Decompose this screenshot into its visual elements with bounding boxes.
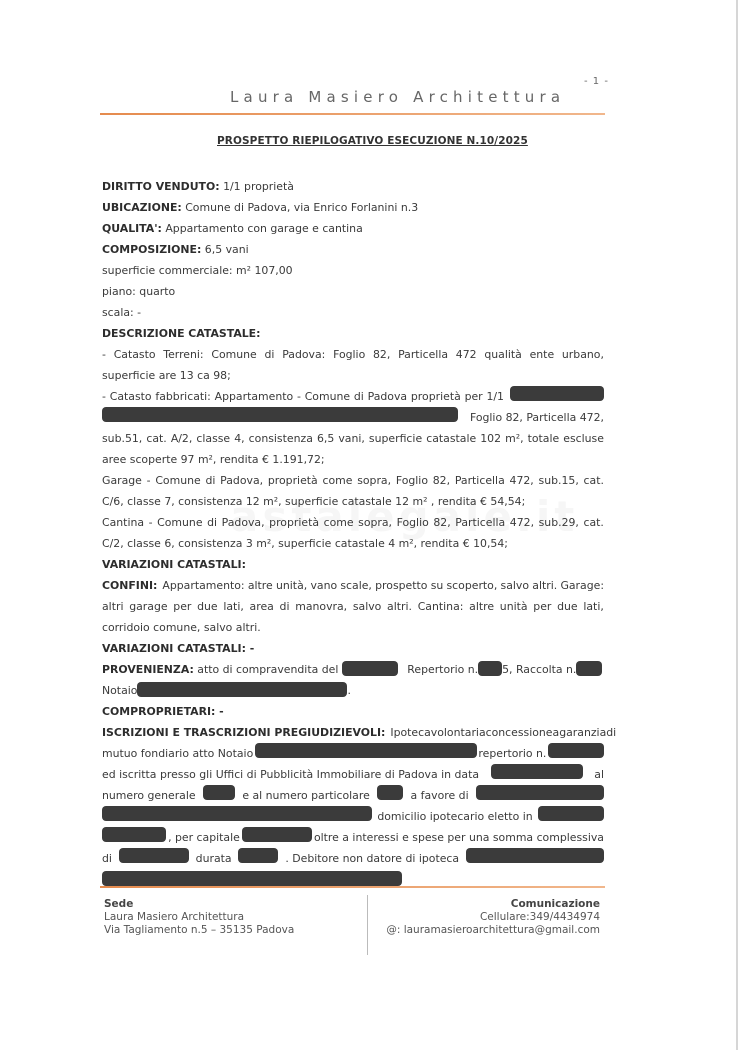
iscrizioni-line-3: ed iscritta presso gli Uffici di Pubblicità Immobiliare di Padova in data al xyxy=(102,764,604,785)
field-superficie: superficie commerciale: m² 107,00 xyxy=(102,264,293,277)
confini-line-3: corridoio comune, salvo altri. xyxy=(102,621,261,634)
iscrizioni-line-5: domicilio ipotecario eletto in xyxy=(102,806,604,827)
section-variazioni-catastali-2: VARIAZIONI CATASTALI: - xyxy=(102,642,255,655)
iscrizioni-line-2: mutuo fondiario atto Notaio repertorio n. xyxy=(102,743,604,764)
iscrizioni-line-6: , per capitale oltre a interessi e spese per una somma complessiva xyxy=(102,827,604,848)
catasto-terreni-line: - Catasto Terreni: Comune di Padova: Foglio 82, Particella 472 qualità ente urbano, xyxy=(102,348,604,361)
redacted-repertorio xyxy=(478,661,502,676)
footer-email: @: lauramasieroarchitettura@gmail.com xyxy=(386,924,600,936)
redacted-data-iscrizione xyxy=(491,764,583,779)
field-ubicazione: UBICAZIONE: Comune di Padova, via Enrico Forlanini n.3 xyxy=(102,201,419,214)
catasto-terreni-superficie: superficie are 13 ca 98; xyxy=(102,369,231,382)
footer-divider xyxy=(367,895,368,955)
redacted-debitore-detail xyxy=(102,871,402,886)
catasto-garage: Garage - Comune di Padova, proprietà come sopra, Foglio 82, Particella 472, sub.15, cat. xyxy=(102,474,604,487)
field-composizione: COMPOSIZIONE: 6,5 vani xyxy=(102,243,249,256)
section-comproprietari: COMPROPRIETARI: - xyxy=(102,705,224,718)
catasto-cantina: Cantina - Comune di Padova, proprietà come sopra, Foglio 82, Particella 472, sub.29, cat. xyxy=(102,516,604,529)
redacted-raccolta xyxy=(576,661,602,676)
page-edge xyxy=(736,0,738,1050)
section-descrizione-catastale: DESCRIZIONE CATASTALE: xyxy=(102,327,261,340)
footer-comunicazione: Comunicazione Cellulare:349/4434974 @: lauramasieroarchitettura@gmail.com xyxy=(386,898,600,936)
redacted-durata xyxy=(238,848,278,863)
field-qualita: QUALITA': Appartamento con garage e cantina xyxy=(102,222,363,235)
catasto-fabbricati-rendita: aree scoperte 97 m², rendita € 1.191,72; xyxy=(102,453,325,466)
redacted-numero-particolare xyxy=(377,785,403,800)
footer-rule xyxy=(100,886,605,888)
iscrizioni-line-4: numero generale e al numero particolare a favore di xyxy=(102,785,604,806)
redacted-date xyxy=(342,661,398,676)
footer-sede: Sede Laura Masiero Architettura Via Tagliamento n.5 – 35135 Padova xyxy=(104,898,295,936)
redacted-domicilio-2 xyxy=(102,827,166,842)
catasto-fabbricati-foglio: Foglio 82, Particella 472, xyxy=(102,407,604,428)
redacted-owner xyxy=(510,386,604,401)
catasto-fabbricati-line: - Catasto fabbricati: Appartamento - Comune di Padova proprietà per 1/1 xyxy=(102,386,604,407)
field-diritto: DIRITTO VENDUTO: 1/1 proprietà xyxy=(102,180,294,193)
provenienza-line-1: PROVENIENZA: atto di compravendita del Repertorio n. 5, Raccolta n. xyxy=(102,659,604,680)
redacted-repertorio-mutuo xyxy=(548,743,604,758)
catasto-fabbricati-sub: sub.51, cat. A/2, classe 4, consistenza 6,5 vani, superficie catastale 102 m², totale escluse xyxy=(102,432,604,445)
catasto-cantina-detail: C/2, classe 6, consistenza 3 m², superficie catastale 4 m², rendita € 10,54; xyxy=(102,537,508,550)
provenienza-line-2: Notaio . xyxy=(102,684,351,697)
field-piano: piano: quarto xyxy=(102,285,176,298)
redacted-debitore xyxy=(466,848,604,863)
iscrizioni-line-1: ISCRIZIONI E TRASCRIZIONI PREGIUDIZIEVOLI: Ipoteca volontaria concessione a garanzia di xyxy=(102,726,617,739)
redacted-somma xyxy=(119,848,189,863)
confini-line-1: CONFINI: Appartamento: altre unità, vano scale, prospetto su scoperto, salvo altri. Garage: xyxy=(102,579,604,592)
catasto-garage-detail: C/6, classe 7, consistenza 12 m², superficie catastale 12 m² , rendita € 54,54; xyxy=(102,495,526,508)
redacted-numero-generale xyxy=(203,785,235,800)
redacted-owner-detail xyxy=(102,407,458,422)
redacted-notaio xyxy=(137,682,347,697)
redacted-creditore xyxy=(476,785,604,800)
letterhead-title: Laura Masiero Architettura xyxy=(230,88,566,106)
document-title: PROSPETTO RIEPILOGATIVO ESECUZIONE N.10/2025 xyxy=(217,135,528,147)
confini-line-2: altri garage per due lati, area di manovra, salvo altri. Cantina: altre unità per due lati, xyxy=(102,600,604,613)
redacted-notaio-mutuo xyxy=(255,743,477,758)
document-body xyxy=(102,176,617,890)
page-number: - 1 - xyxy=(584,76,609,87)
field-scala: scala: - xyxy=(102,306,142,319)
redacted-creditore-detail xyxy=(102,806,372,821)
header-rule xyxy=(100,113,605,115)
iscrizioni-line-7: di durata . Debitore non datore di ipoteca xyxy=(102,848,604,869)
redacted-capitale xyxy=(242,827,312,842)
section-variazioni-catastali: VARIAZIONI CATASTALI: xyxy=(102,558,246,571)
redacted-domicilio xyxy=(538,806,604,821)
